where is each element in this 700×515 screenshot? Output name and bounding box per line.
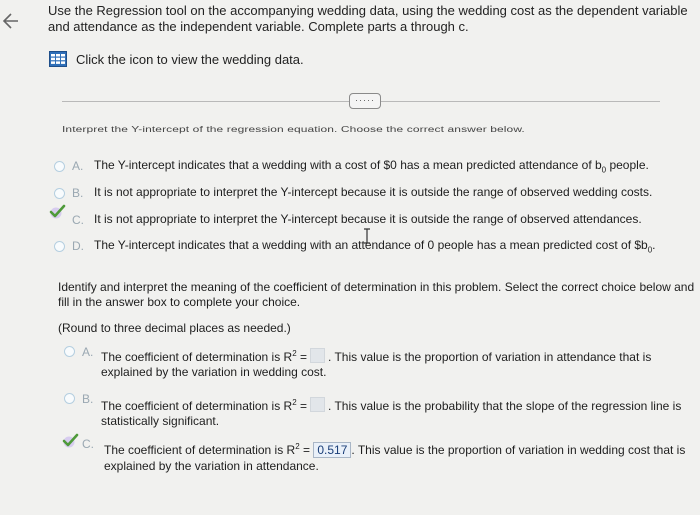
option-b-a-text[interactable]: The Y-intercept indicates that a wedding with a cost of $0 has a mean predicted attendance of $b_0$ people. [94,158,649,175]
option-c-c-line2: explained by the variation in attendance. [104,459,319,473]
radio-c-option-b[interactable] [64,393,75,404]
checkmark-icon [62,433,82,449]
option-b-c-text[interactable]: It is not appropriate to interpret the Y-intercept because it is outside the range of observed attendances. [94,212,642,226]
option-letter: B. [82,392,94,406]
checkmark-icon [49,204,69,220]
option-c-c-line1[interactable]: The coefficient of determination is $R^2 = 0.517$ . This value is the proportion of variation in wedding cost that is [104,442,686,457]
radio-b-option-d[interactable] [54,241,65,252]
option-letter: A. [82,345,94,359]
option-letter: D. [72,239,84,253]
radio-b-option-b[interactable] [54,188,65,199]
option-letter: C. [72,213,84,227]
option-c-a-line2: explained by the variation in wedding cost. [101,365,327,379]
part-c-prompt-line1: Identify and interpret the meaning of the coefficient of determination in this problem. Select the correct choice below and [58,280,695,294]
option-letter: A. [72,159,84,173]
data-table-icon[interactable] [49,51,67,67]
rounding-note: (Round to three decimal places as needed.) [58,321,291,335]
r-squared-input-a[interactable] [310,348,325,363]
option-c-b-line1[interactable]: The coefficient of determination is $R^2$ = . This value is the probability that the slope of the regression line is [101,398,682,413]
radio-b-option-a[interactable] [54,161,65,172]
view-data-link[interactable]: Click the icon to view the wedding data. [76,52,304,67]
back-arrow-icon[interactable] [0,8,26,34]
part-b-prompt: Interpret the Y-intercept of the regression equation. Choose the correct answer below. [62,124,525,135]
option-b-d-text[interactable]: The Y-intercept indicates that a wedding with an attendance of 0 people has a mean predicted cost of $\$b_0$. [94,238,656,255]
question-text: Use the Regression tool on the accompanying wedding data, using the wedding cost as the dependent variable and attendance as the independent variable. Complete parts a through c. [48,3,688,34]
text-cursor-icon [362,228,372,244]
part-c-prompt-line2: fill in the answer box to complete your choice. [58,295,301,309]
option-c-a-line1[interactable]: The coefficient of determination is $R^2$ = . This value is the proportion of variation in attendance that is [101,349,652,364]
expand-more-button[interactable]: ····· [349,93,381,109]
option-letter: B. [72,186,84,200]
radio-c-option-a[interactable] [64,346,75,357]
r-squared-answer-box[interactable]: 0.517 [313,442,351,458]
r-squared-input-b[interactable] [310,397,325,412]
option-letter: C. [82,437,94,451]
option-c-b-line2: statistically significant. [101,414,220,428]
option-b-b-text[interactable]: It is not appropriate to interpret the Y-intercept because it is outside the range of observed wedding costs. [94,185,653,199]
